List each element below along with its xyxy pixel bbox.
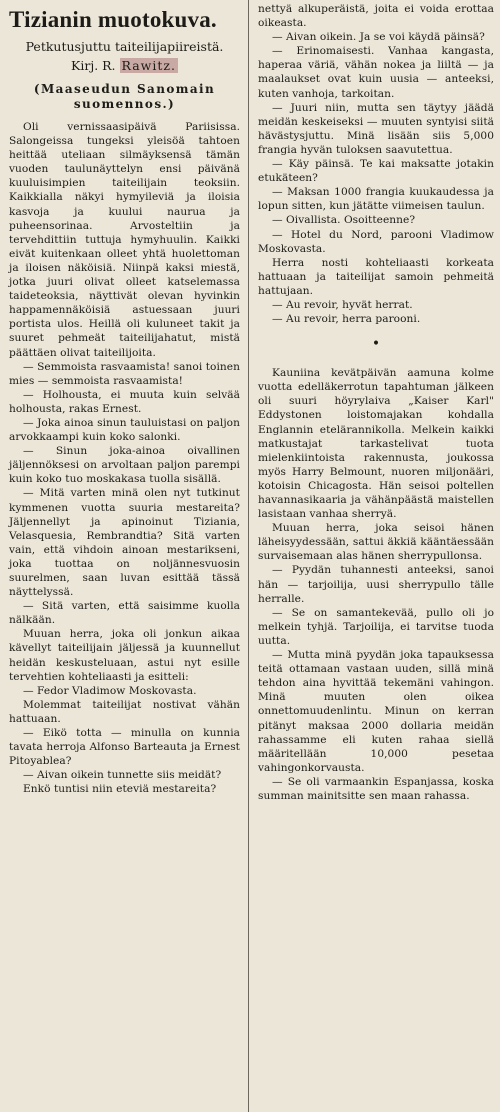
right-column-top-body — [258, 2, 494, 326]
article-paragraph: — Sinun joka-ainoa oivallinen jäljennöksesi on arvoltaan paljon parempi kuin koko tuo moskakasa tuolla sisällä. — [9, 445, 240, 486]
article-source: (Maaseudun Sanomain suomennos.) — [33, 82, 216, 111]
article-paragraph: — Au revoir, herra parooni. — [272, 313, 421, 326]
article-paragraph: Muuan herra, joka oli jonkun aikaa kävellyt taiteilijain jäljessä ja kuunnellut heidän keskusteluaan, astui nyt esille tervehtien kohteliaasti ja esitteli: — [9, 628, 240, 683]
article-paragraph: — Holhousta, ei muuta kuin selvää holhousta, rakas Ernest. — [9, 388, 240, 415]
article-paragraph: — Se oli varmaankin Espanjassa, koska summan mainitsitte sen maan rahassa. — [258, 775, 494, 802]
left-column — [0, 0, 246, 1112]
article-paragraph: — Sitä varten, että saisimme kuolla nälkään. — [9, 600, 240, 627]
article-paragraph: — Oivallista. Osoitteenne? — [272, 214, 416, 227]
article-paragraph: — Aivan oikein. Ja se voi käydä päinsä? — [272, 31, 485, 44]
article-paragraph: Herra nosti kohteliaasti korkeata hattuaan ja taiteilijat samoin pehmeitä hattujaan. — [258, 256, 494, 297]
section-separator: • — [371, 336, 381, 353]
article-paragraph: — Au revoir, hyvät herrat. — [272, 298, 413, 311]
article-paragraph: — Joka ainoa sinun tauluistasi on paljon arvokkaampi kuin koko salonki. — [9, 416, 240, 444]
byline-author: Rawitz. — [121, 58, 176, 73]
left-column-body — [9, 120, 240, 797]
article-paragraph: Kauniina kevätpäivän aamuna kolme vuotta edelläkerrotun tapahtuman jälkeen oli suuri höyrylaiva „Kaiser Karl" Eddystonen loistomajakan kohdalla Englannin etelärannikolla. Melkein kaikki matkustajat tarkastelivat tuota mielenkiintoista rakennusta, joukossa myös Harry Belmount, nuoren miljonääri, kotoisin Chicagosta. Hän seisoi poltellen havannasikaaria ja vähänpäästä maistellen lasistaan vanhaa sherryä. — [258, 367, 494, 521]
article-paragraph: Enkö tuntisi niin eteviä mestareita? — [23, 783, 217, 796]
article-paragraph: Muuan herra, joka seisoi hänen läheisyydessään, sattui äkkiä kääntäessään survaisemaan alas hänen sherrypullonsa. — [258, 522, 494, 563]
right-column — [252, 0, 500, 1112]
right-column-bottom-body — [258, 366, 494, 803]
article-paragraph: Molemmat taiteilijat nostivat vähän hattuaan. — [9, 698, 240, 725]
article-paragraph: — Juuri niin, mutta sen täytyy jäädä meidän keskeiseksi — muuten syntyisi siitä hävästysjuttu. Minä lisään siis 5,000 frangia hyvän tuloksen saavutettua. — [258, 101, 494, 156]
article-paragraph: nettyä alkuperäistä, joita ei voida erottaa oikeasta. — [258, 3, 494, 30]
article-paragraph: — Se on samantekevää, pullo oli jo melkein tyhjä. Tarjoilija, ei tarvitse tuoda uutta. — [258, 606, 494, 647]
article-paragraph: — Mutta minä pyydän joka tapauksessa teitä ottamaan vastaan uuden, sillä minä tehdon aina hyvittää tekemäni vahingon. Minä muuten olen oikea onnettomuudenlintu. Minun on kerran pitänyt maksaa 2000 dollaria meidän rahassamme eli kuten rahaa siellä määritellään 10,000 pesetaa vahingonkorvausta. — [258, 649, 494, 774]
article-byline — [9, 57, 240, 74]
article-headline: Tizianin muotokuva. — [9, 7, 217, 32]
article-paragraph: — Käy päinsä. Te kai maksatte jotakin etukäteen? — [258, 158, 494, 185]
article-paragraph: — Eikö totta — minulla on kunnia tavata herroja Alfonso Barteauta ja Ernest Pitoyablea? — [9, 727, 240, 768]
byline-prefix: Kirj. R. — [71, 58, 116, 73]
article-paragraph: — Mitä varten minä olen nyt tutkinut kymmenen vuotta suuria mestareita? Jäljennellyt ja apinoinut Tiziania, Velasquesia, Rembrandtia? Sitä varten vain, että vihdoin ainoan mestarikseni, joka tuottaa on noljännesvuosin suurelmen, saan luvan esittää tässä näyttelyssä. — [9, 487, 240, 599]
article-paragraph: — Aivan oikein tunnette siis meidät? — [23, 769, 222, 782]
article-paragraph: — Pyydän tuhannesti anteeksi, sanoi hän — tarjoilija, uusi sherrypullo tälle herralle. — [258, 564, 494, 605]
article-paragraph: — Fedor Vladimow Moskovasta. — [23, 684, 197, 697]
article-paragraph: — Hotel du Nord, parooni Vladimow Moskovasta. — [258, 228, 494, 255]
article-paragraph: — Erinomaisesti. Vanhaa kangasta, haperaa väriä, vähän nokea ja liiltä — ja maalaukset ovat kuin uusia — anteeksi, kuten vanhoja, tarkoitan. — [258, 45, 494, 100]
column-divider — [248, 0, 249, 1112]
article-paragraph: Oli vernissaasipäivä Pariisissa. Salongeissa tungeksi yleisöä tahtoen heittää uteliaan silmäyksensä tämän vuoden taulunäyttelyn ensi päivänä kuuluisimpien taiteilijain teoksiin. Kaikkialla näkyi hymyileviä ja iloisia kasvoja ja kuului naurua ja puheensorinaa. Arvosteltiin ja tervehdittiin tuttuja hymyhuulin. Kaikki eivät kuitenkaan olleet yhtä huolettoman ja iloisen näköisiä. Niinpä kaksi miestä, jotka juuri olivat olleet katselemassa taideteoksia, näyttivät olevan hyvinkin happamennäköisiä astuessaan juuri portista ulos. Heillä oli kuluneet takit ja suuret pehmeät taiteilijahatut, mistä päättäen olivat taiteilijoita. — [9, 121, 240, 359]
article-paragraph: — Semmoista rasvaamista! sanoi toinen mies — semmoista rasvaamista! — [9, 360, 240, 387]
article-subtitle: Petkutusjuttu taiteilijapiireistä. — [25, 39, 224, 54]
article-paragraph: — Maksan 1000 frangia kuukaudessa ja lopun sitten, kun jätätte viimeisen taulun. — [258, 186, 494, 213]
